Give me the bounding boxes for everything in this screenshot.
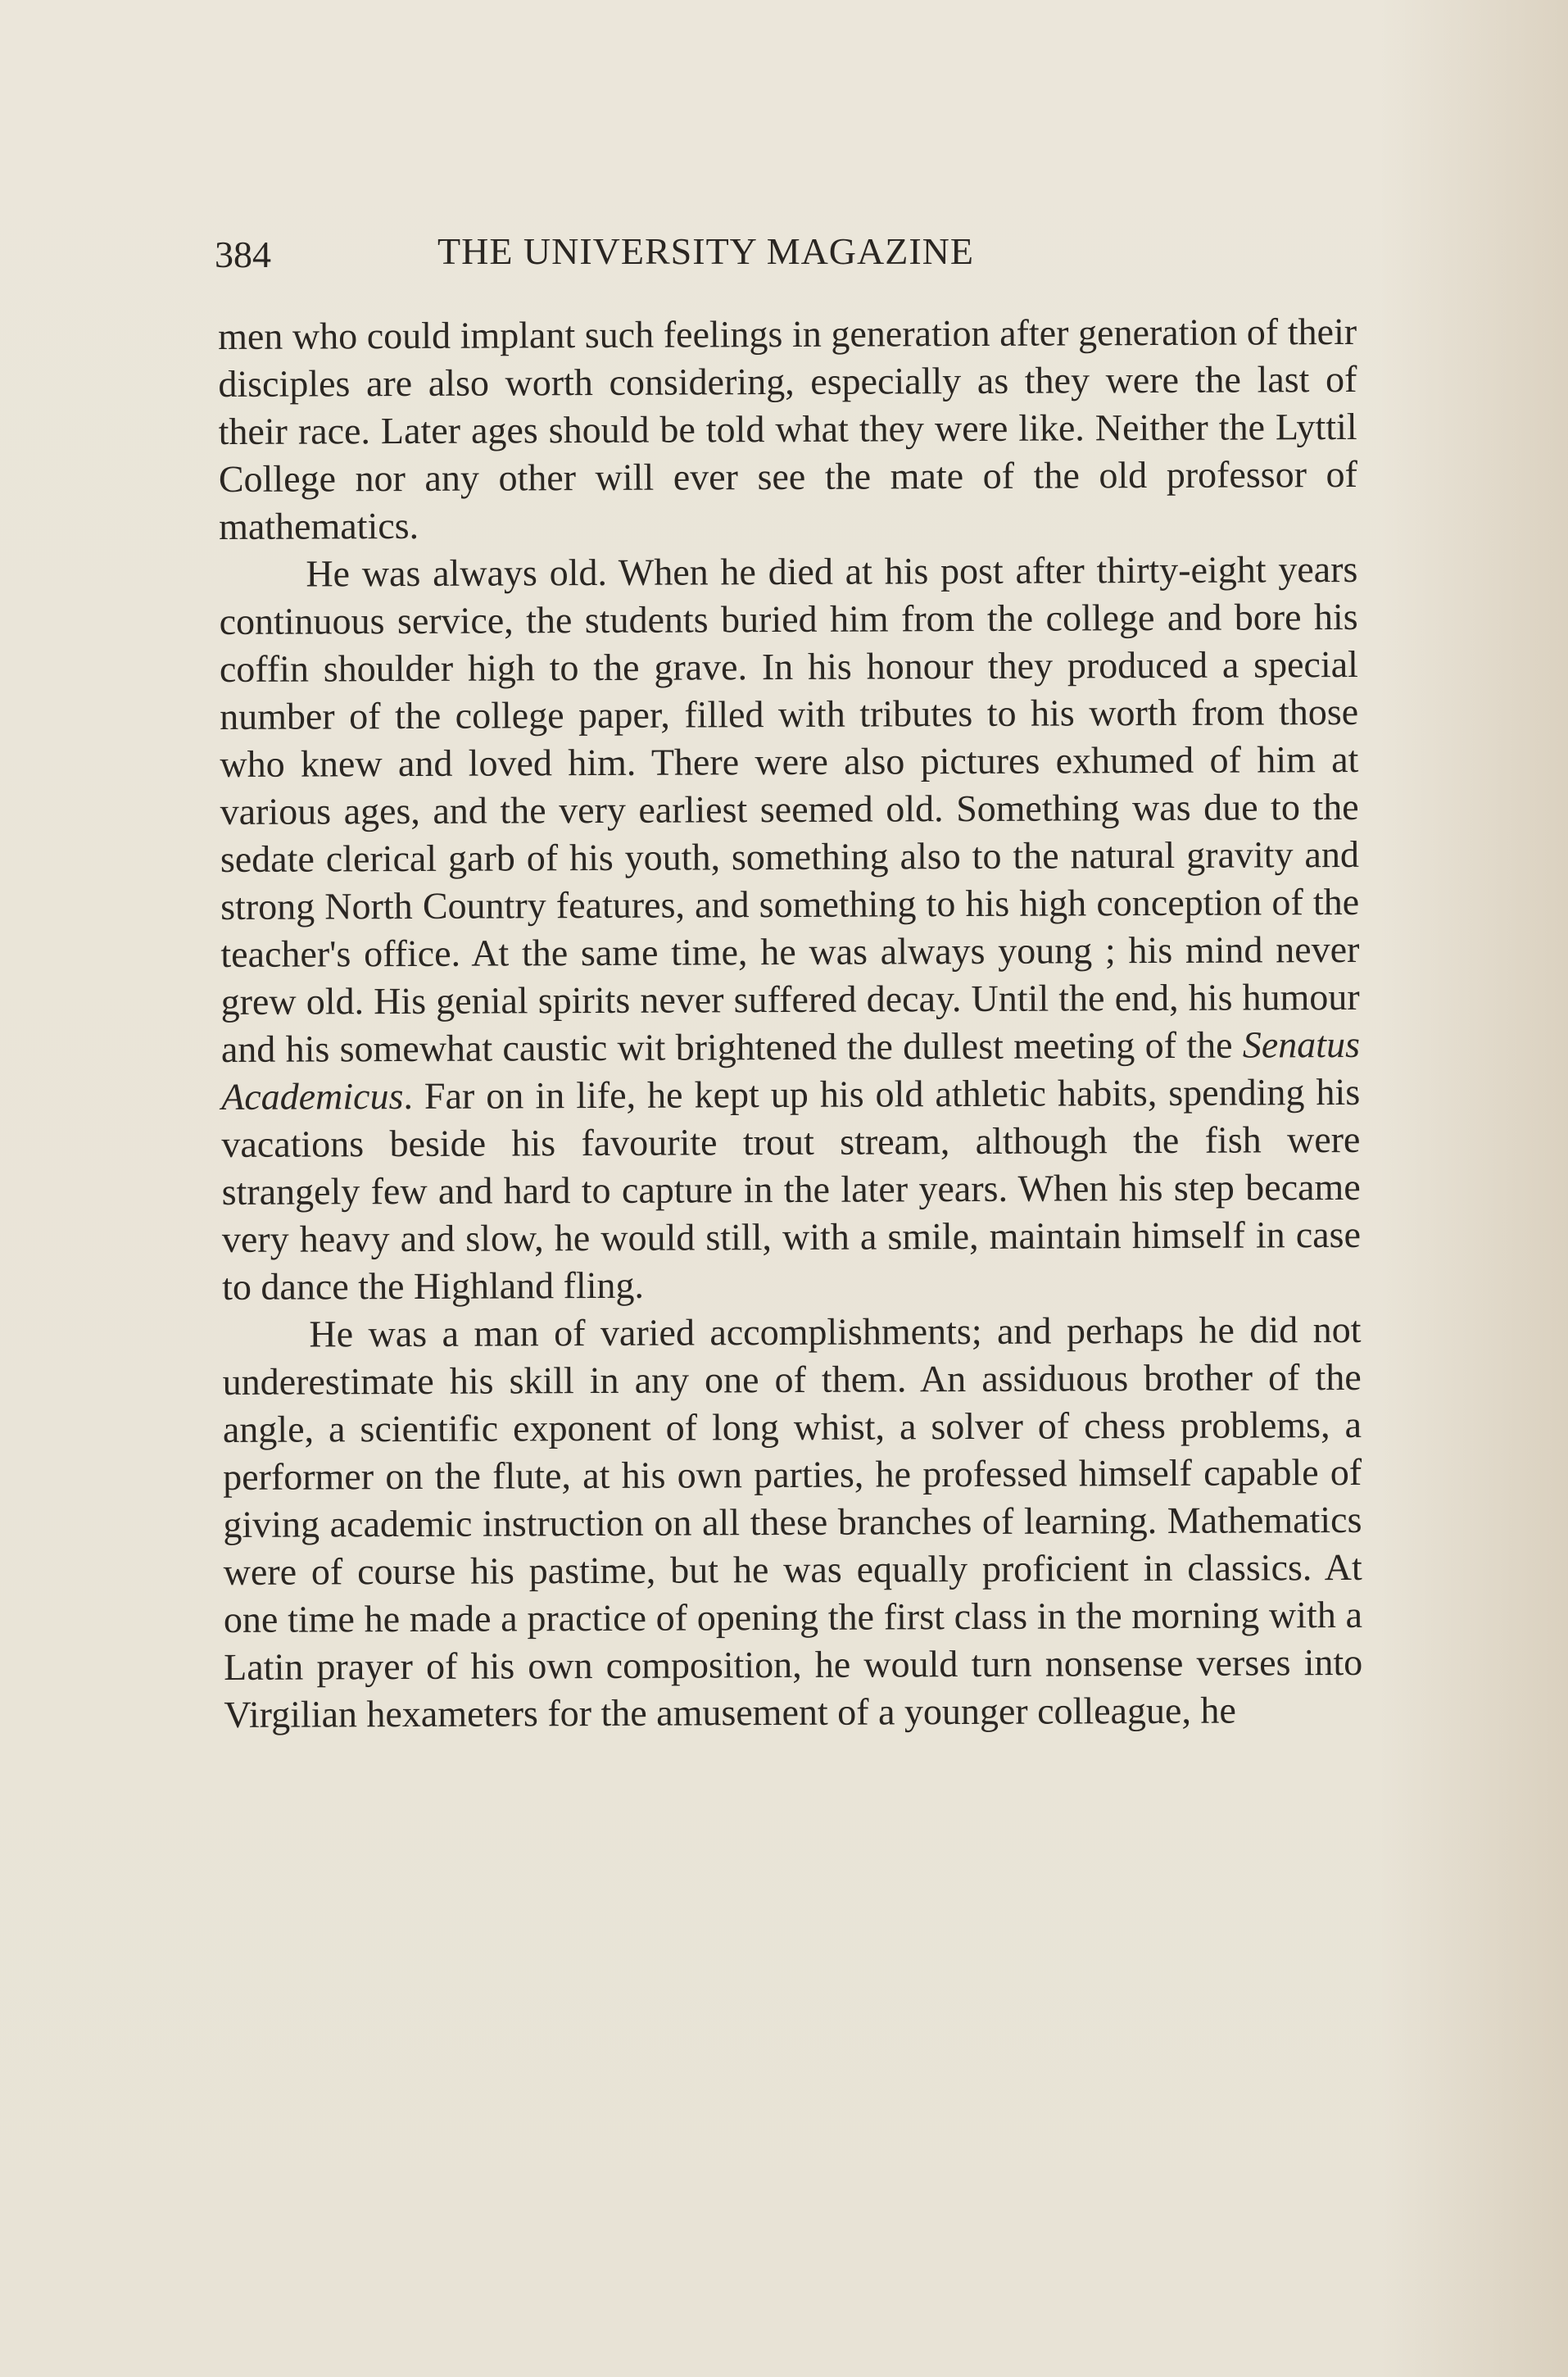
page-number: 384 [215,234,271,275]
paragraph-1: men who could implant such feelings in generation after generation of their disciples are also worth considering, especially as they were the last of their race. Later ages should be told what they were like. Neither the Lyttil College nor any other will ever see the mate of the old professor of mathematics. [218,310,1357,547]
body-text [218,308,1363,1739]
paragraph-3: He was a man of varied accomplishments; and perhaps he did not underestimate his skill in any one of them. An assiduous brother of the angle, a scientific exponent of long whist, a solver of chess problems, a performer on the flute, at his own parties, he professed himself capable of giving academic instruction on all these branches of learning. Mathematics were of course his pastime, but he was equally proficient in classics. At one time he made a practice of opening the first class in the morning with a Latin prayer of his own composition, he would turn nonsense verses into Virgilian hexameters for the amusement of a younger colleague, he [222,1308,1363,1735]
paragraph-2-text-start: He was always old. When he died at his post after thirty-eight years continuous service, the students buried him from the college and bore his coffin shoulder high to the grave. In his honour they produced a special number of the college paper, filled with tributes to his worth from those who knew and loved him. There were also pictures exhumed of him at various ages, and the very earliest seemed old. Something was due to the sedate clerical garb of his youth, something also to the natural gravity and strong North Country features, and something to his high conception of the teacher's office. At the same time, he was always young ; his mind never grew old. His genial spirits never suffered decay. Until the end, his humour and his somewhat caustic wit brightened the dullest meeting of the [219,547,1360,1070]
paragraph-2 [219,546,1361,1311]
paragraph-2-text-end: . Far on in life, he kept up his old athletic habits, spending his vacations beside his favourite trout stream, although the fish were strangely few and hard to capture in the later years. When his step became very heavy and slow, he would still, with a smile, maintain himself in case to dance the Highland fling. [221,1070,1362,1308]
running-head: THE UNIVERSITY MAGAZINE [437,230,974,272]
italic-latin-phrase: Senatus Academicus [221,1023,1361,1118]
page-header [215,226,1108,292]
